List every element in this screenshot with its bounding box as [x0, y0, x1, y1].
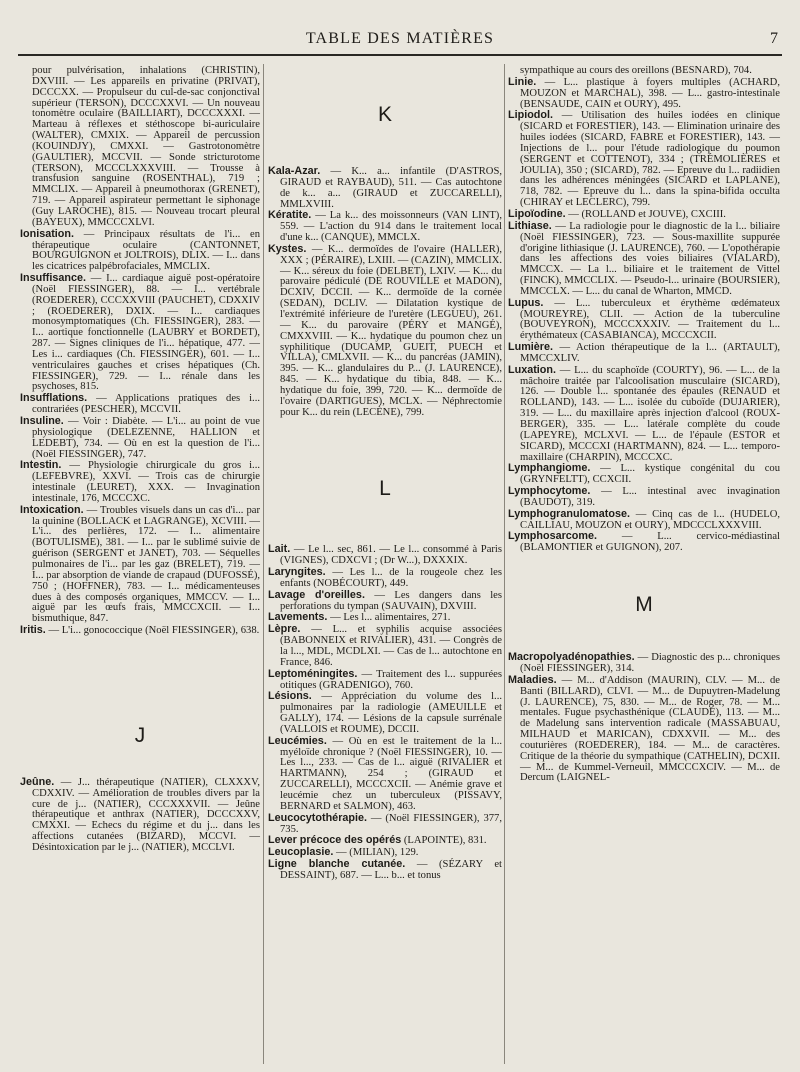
entry-headword: Laryngites. [268, 566, 326, 579]
entry-headword: Linie. [508, 75, 537, 88]
entry-headword: Lithiase. [508, 219, 552, 232]
entry-headword: Lésions. [268, 690, 312, 703]
entry-headword: Lipoïodine. [508, 207, 566, 220]
entry-headword: Intestin. [20, 459, 62, 472]
entry-headword: Lupus. [508, 296, 544, 309]
section-letter-k: K [377, 103, 392, 126]
column-1 [20, 66, 260, 854]
index-entry: Insuline. — Voir : Diabète. — L'i... au point de vue physiologique (DELEZENNE, HALLION et LEDEBT), 734. — Où en est la question de l'i... (Noël FIESSINGER), 747. [20, 415, 260, 460]
index-entry: Leucoplasie. — (MILIAN), 129. [268, 846, 419, 859]
index-entry: Insufflations. — Applications pratiques des i... contrariées (PESCHER), MCCVII. [20, 392, 260, 416]
entry-headword: Jeûne. [20, 775, 55, 788]
index-entry: Lymphangiome. — L... kystique congénital du cou (GRYNFELTT), CCXCII. [508, 462, 780, 486]
index-entry: Lymphogranulomatose. — Cinq cas de l... (HUDELO, CAILLIAU, MOUZON et OURY), MDCCCLXXXVIII. [508, 507, 780, 531]
section-letter-j: J [134, 723, 146, 747]
index-entry: Lipiodol. — Utilisation des huiles iodées en clinique (SICARD et FORESTIER), 143. — Elimination urinaire des huiles iodées (SICARD, FABRE et FORESTIER), 143. — Injections de l... pour l'étude radiologique du poumon (SERGENT et COTTENOT), 334 ; (TRÉMOLIÈRES et JOULIA), 350 ; (SICARD), 782. — Epreuve du l... radiidien dans les adhérences méningées (SICARD et LAPLANE), 718, 782. — Epreuve du l... dans la spina-bifida occulta (CHIRAY et LECLERC), 799. [508, 109, 780, 209]
index-entry: Kératite. — La k... des moissonneurs (VAN LINT), 559. — L'action du 914 dans le traitement local d'une k... (CANQUE), MMCLX. [268, 209, 502, 244]
entry-headword: Lymphosarcome. [508, 530, 598, 543]
index-entry: Intoxication. — Troubles visuels dans un cas d'i... par la quinine (BOLLACK et LAGRANGE), XCVIII. — L'i... des perlières, 172. — I... alimentaire (BOTULISME), 381. — I... par le sublimé suivie de guérison (SERGENT et JANET), 703. — Séquelles pulmonaires de l'i... par les gaz (BRELET), 719. — I... par absorption de viande de crapaud (DUFOSSÉ), 750 ; (HOFFNER), 783. — I... médicamenteuses dues à des composés organiques, MMCCV. — I... aiguë par les œufs frais, MMCCXCII. — I... bismuthique, 847. [20, 503, 260, 625]
entry-headword: Lèpre. [268, 623, 301, 636]
index-entry: Jeûne. — J... thérapeutique (NATIER), CLXXXV, CDXXIV. — Amélioration de troubles divers par la cure de j... (NATIER), CCCXXXVII. — Jeûne thérapeutique et anthrax (NATIER), DCCCXXV, CMXXI. — Echecs du régime et du j... dans les affections cutanées (BIZARD), MCCVI. — Désintoxication par le j... (NATIER), MCCLVI. [20, 775, 260, 853]
index-entry: Lèpre. — L... et syphilis acquise associées (BABONNEIX et RIVALIER), 431. — Congrès de la l..., MDL, MCDLXI. — Cas de l... autochtone en France, 846. [268, 623, 502, 668]
entry-headword: Luxation. [508, 363, 556, 376]
column-divider [504, 64, 505, 1064]
entry-headword: Leucocytothérapie. [268, 811, 367, 824]
index-entry: Intestin. — Physiologie chirurgicale du gros i... (LEFEBVRE), XXVI. — Trois cas de chirurgie intestinale (LEURET), XXX. — Invagination intestinale, 176, MCCCXC. [20, 459, 260, 504]
index-entry: Lever précoce des opérés (LAPOINTE), 831. [268, 834, 487, 847]
index-entry: pour pulvérisation, inhalations (CHRISTIN), DXVIII. — Les appareils en privatine (PRIVAT), DCCCXX. — Propulseur du cul-de-sac conjonctival supérieur (TERSON), DCCCXXVI. — Un nouveau tonomètre oculaire (BAILLIART), DCCCXXXI. — Marteau à réflexes et stéthoscope bi-auriculaire (WALTER), CMXIX. — Appareil de percussion (KOUINDJY), CMXXI. — Gastrotonomètre (GAULTIER), MCCVII. — Sonde stricturotome (TERSON), MCCCLXXXVIII. — Trousse à transfusion sanguine (ROSENTHAL), 719 ; MMCLIX. — Appareil à pneumothorax (GRENET), 719. — Appareil aspirateur permettant le siphonage (Guy LAROCHE), 815. — Nouveau trocart pleural (BAYEUX), MMCCCXLVI. [32, 65, 260, 228]
index-entry: Lymphosarcome. — L... cervico-médiastinal (BLAMONTIER et GUIGNON), 207. [508, 530, 780, 554]
entry-headword: Kala-Azar. [268, 165, 321, 177]
index-entry: Insuffisance. — I... cardiaque aiguë post-opératoire (Noël FIESSINGER), 88. — I... vertébrale (ROEDERER), CCCXXVIII (PAUCHET), CDXXIV ; (ROEDERER), DXIX. — I... cardiaques monosymptomatiques (Ch. FIESSINGER), 283. — I... aortique fonctionnelle (LAUBRY et BORDET), 287. — Signes cliniques de l'i... hépatique, 477. — Les i... cardiaques (Ch. FIESSINGER), 601. — I... ventriculaires gauches et crises hépatiques (Ch. FIESSINGER), 729. — I... rénale dans les psychoses, 815. [20, 272, 260, 393]
entry-headword: Lymphocytome. [508, 485, 591, 498]
entry-headword: Lait. [268, 543, 291, 556]
section-letter-l: L [379, 477, 391, 501]
entry-headword: Insuffisance. [20, 272, 86, 285]
entry-headword: Lavage d'oreilles. [268, 588, 365, 601]
column-2 [268, 66, 502, 882]
index-entry: Kystes. — K... dermoïdes de l'ovaire (HALLER), XXX ; (PÉRAIRE), LXIII. — (CAZIN), MMCLIX. — K... séreux du foie (DELBET), LXIV. — K... du parovaire pédiculé (DE ROUVILLE et MADON), DCXIV, DCCII. — K... dermoïde de la cornée (SEDAN), DCLIV. — Dilatation kystique de l'extrémité inférieure de l'uretère (LEGUEU), 261. — K... du parovaire (PÉRY et MANGÉ), CMXXVIII. — K... hydatique du poumon chez un syphilitique (DUCAMP, GUEIT, PUECH et VILLA), CMLXVII. — K... du pancréas (JAMIN), 395. — K... glandulaires du P... (J. LAURENCE), 845. — K... hydatique du tibia, 848. — K... hydatique du foie, 399, 720. — K... dermoïde de l'ovaire (DARTIGUES), MCLX. — Néphrectomie pour K... du rein (LECÈNE), 799. [268, 242, 502, 418]
index-entry: Luxation. — L... du scaphoïde (COURTY), 96. — L... de la mâchoire traitée par l'alcoolisation musculaire (SICARD), 126. — Double l... spontanée des épaules (RENAUD et ROLLAND), 143. — L... isolée du cuboïde (DUJARIER), 319. — L... du maxillaire après injection d'alcool (ROUX-BERGER), 335. — L... latérale complète du coude (LAPEYRE), MCLXVI. — L... de l'épaule (ESTOR et SICARD), MCCCXI (HARTMANN), 824. — L... temporo-maxillaire (CHARPIN), MCCCXC. [508, 363, 780, 463]
entry-headword: Lavements. [268, 611, 328, 624]
entry-headword: Leucoplasie. [268, 846, 334, 859]
index-entry: Leucémies. — Où en est le traitement de la l... myéloïde chronique ? (Noël FIESSINGER), 10. — Les l..., 233. — Cas de l... aiguë (RIVALIER et HARTMANN), 254 ; (GIRAUD et ZUCCARELLI), MCCCXCII. — Anémie grave et leucémie chez un tuberculeux (PISSAVY, BERNARD et SALMON), 463. [268, 734, 502, 812]
index-entry: Kala-Azar. — K... a... infantile (D'ASTROS, GIRAUD et RAYBAUD), 511. — Cas autochtone de k... a... (GIRAUD et ZUCCARELLI), MMLXVIII. [268, 165, 502, 210]
index-entry: Lumière. — Action thérapeutique de la l... (ARTAULT), MMCCXLIV. [508, 341, 780, 364]
page-number: 7 [770, 30, 778, 47]
index-entry: Macropolyadénopathies. — Diagnostic des p... chroniques (Noël FIESSINGER), 314. [508, 651, 780, 674]
entry-headword: Lymphangiome. [508, 462, 591, 475]
entry-headword: Lymphogranulomatose. [508, 507, 630, 520]
index-entry: Lait. — Le l... sec, 861. — Le l... consommé à Paris (VIGNES), CDXCVI ; (Dr W...), DXXXIX. [268, 543, 502, 567]
entry-headword: Iritis. [20, 624, 46, 637]
entry-headword: Insufflations. [20, 392, 88, 405]
index-entry: sympathique au cours des oreillons (BESNARD), 704. [520, 65, 752, 76]
entry-headword: Maladies. [508, 673, 557, 686]
index-entry: Leptoméningites. — Traitement des l... suppurées otitiques (GRADENIGO), 760. [268, 667, 502, 691]
entry-headword: Ligne blanche cutanée. [268, 858, 406, 871]
entry-headword: Lipiodol. [508, 109, 553, 122]
page-header [18, 30, 782, 52]
entry-headword: Lumière. [508, 341, 554, 354]
column-divider [263, 64, 264, 1064]
index-entry: Laryngites. — Les l... de la rougeole chez les enfants (NOBÉCOURT), 449. [268, 566, 502, 589]
entry-headword: Intoxication. [20, 503, 84, 516]
index-entry: Maladies. — M... d'Addison (MAURIN), CLV. — M... de Banti (BILLARD), CLVI. — M... de Dupuytren-Madelung (J. LAURENCE), 75, 830. — M... de Roger, 78. — M... mentales. Fugue psychasthénique (CLAUDE), 113. — M... de Madelung sans intervention radicale (MASSABUAU, MILHAUD et MARICAN), CDXXVII. — M... des couturières (ROEDERER), 184. — M... de caractères. Critique de la théorie du sympathique (CATHELIN), DCXII. — M... de Kummel-Verneuil, MMCCCXCIV. — M... de Dercum (LAIGNEL- [508, 673, 780, 784]
section-letter-m: M [635, 593, 653, 617]
entry-headword: Lever précoce des opérés [268, 834, 402, 847]
index-entry: Lupus. — L... tuberculeux et érythème œdémateux (MOUREYRE), CLII. — Action de la tuberculine (BOUVEYRON), MCCCXXXIV. — Traitement du l... érythémateux (CASABIANCA), MCCCXCII. [508, 296, 780, 342]
page-title: TABLE DES MATIÈRES [305, 30, 495, 47]
entry-headword: Leptoméningites. [268, 667, 358, 680]
header-rule [18, 54, 782, 56]
index-entry: Linie. — L... plastique à foyers multiples (ACHARD, MOUZON et MARCHAL), 398. — L... gastro-intestinale (BENSAUDE, CAIN et OURY), 495. [508, 75, 780, 110]
index-entry: Ligne blanche cutanée. — (SÉZARY et DESSAINT), 687. — L... b... et tonus [268, 858, 502, 881]
index-entry: Lésions. — Appréciation du volume des l... pulmonaires par la radiologie (AMEUILLE et GALLY), 174. — Lésions de la capsule surrénale (VALLOIS et ROUME), DCCII. [268, 690, 502, 735]
entry-headword: Macropolyadénopathies. [508, 651, 635, 664]
index-entry: Lymphocytome. — L... intestinal avec invagination (BAUDOT), 319. [508, 485, 780, 508]
index-entry: Lithiase. — La radiologie pour le diagnostic de la l... biliaire (Noël FIESSINGER), 723. — Sous-maxillite suppurée d'origine lithiasique (J. LAURENCE), 760. — L'opothérapie dans les affections des voies biliaires (VIALARD), MMCCX. — La l... biliaire et le traitement de Vittel (FINCK), MMCCLIX. — Pseudo-l... urinaire (BOURSIER), MMCCLX. — L... du canal de Wharton, MMCD. [508, 219, 780, 297]
index-entry: Ionisation. — Principaux résultats de l'i... en thérapeutique oculaire (CANTONNET, BOURGUIGNON et JOLTROIS), DLIX. — I... dans les cicatrices palpébrofaciales, MMCLIX. [20, 227, 260, 273]
entry-headword: Kératite. [268, 209, 312, 222]
index-entry: Lavements. — Les l... alimentaires, 271. [268, 611, 451, 624]
index-entry: Lavage d'oreilles. — Les dangers dans les perforations du tympan (SAUVAIN), DXVIII. [268, 588, 503, 612]
entry-headword: Insuline. [20, 415, 64, 427]
column-3 [508, 66, 780, 784]
entry-headword: Leucémies. [268, 734, 327, 747]
index-entry: Iritis. — L'i... gonococcique (Noël FIESSINGER), 638. [20, 624, 260, 637]
entry-headword: Kystes. [268, 242, 307, 255]
index-entry: Leucocytothérapie. — (Noël FIESSINGER), 377, 735. [268, 811, 502, 835]
index-entry: Lipoïodine. — (ROLLAND et JOUVE), CXCIII. [508, 207, 726, 220]
entry-headword: Ionisation. [20, 227, 74, 240]
